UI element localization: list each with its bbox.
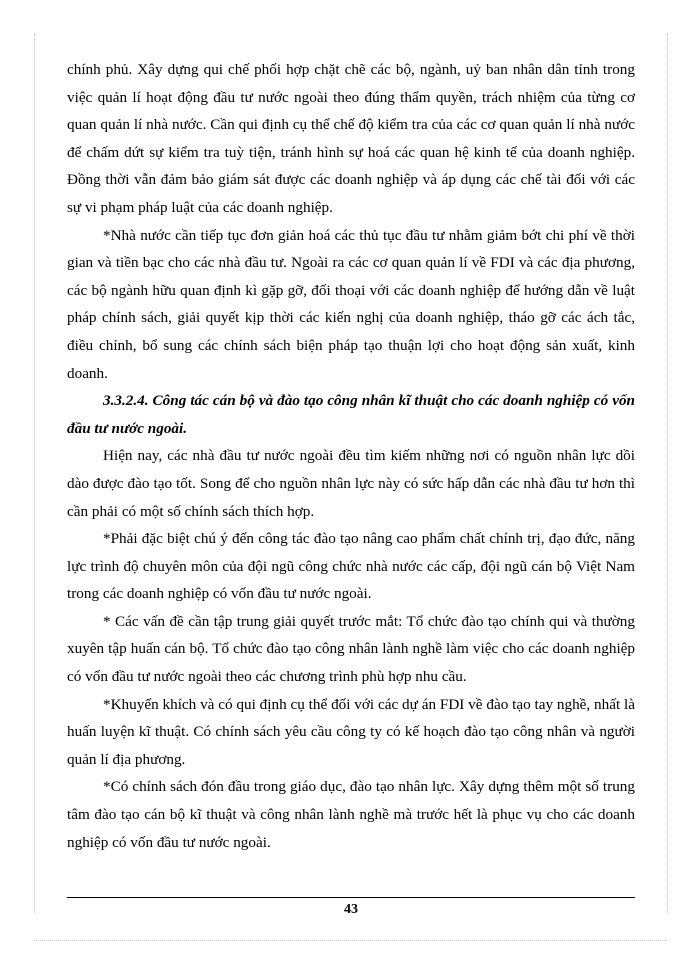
page-number: 43 bbox=[344, 902, 358, 917]
paragraph-training-civil-servants: *Phải đặc biệt chú ý đến công tác đào tạo nâng cao phẩm chất chính trị, đạo đức, năng lực trình độ chuyên môn của đội ngũ công chức nhà nước các cấp, đội ngũ cán bộ Việt Nam trong các doanh nghiệp có vốn đầu tư nước ngoài. bbox=[67, 530, 635, 603]
paragraph-continuation: chính phủ. Xây dựng qui chế phối hợp chặt chẽ các bộ, ngành, uỷ ban nhân dân tỉnh trong việc quản lí hoạt động đầu tư nước ngoài theo đúng thẩm quyền, trách nhiệm của từng cơ quan quản lí nhà nước. Cần qui định cụ thể chế độ kiểm tra của các cơ quan quản lí nhà nước để chấm dứt sự kiểm tra tuỳ tiện, tránh hình sự hoá các quan hệ kinh tế của doanh nghiệp. Đồng thời vẫn đảm bảo giám sát được các doanh nghiệp và áp dụng các chế tài đối với các sự vi phạm pháp luật của các doanh nghiệp. bbox=[67, 61, 635, 216]
document-body bbox=[67, 56, 635, 856]
page-border-bottom bbox=[34, 940, 667, 941]
paragraph-simplify-procedures: *Nhà nước cần tiếp tục đơn giản hoá các thủ tục đầu tư nhằm giảm bớt chi phí về thời gian và tiền bạc cho các nhà đầu tư. Ngoài ra các cơ quan quản lí về FDI và các địa phương, các bộ ngành hữu quan định kì gặp gỡ, đối thoại với các doanh nghiệp để hướng dẫn về luật pháp chính sách, giải quyết kịp thời các kiến nghị của doanh nghiệp, tháo gỡ các ách tắc, điều chỉnh, bổ sung các chính sách biện pháp tạo thuận lợi cho hoạt động sản xuất, kinh doanh. bbox=[67, 226, 635, 382]
paragraph-fdi-training: *Khuyến khích và có qui định cụ thể đối với các dự án FDI về đào tạo tay nghề, nhất là huấn luyện kĩ thuật. Có chính sách yêu cầu công ty có kế hoạch đào tạo công nhân và người quản lí địa phương. bbox=[67, 695, 635, 768]
paragraph-immediate-issues: * Các vấn đề cần tập trung giải quyết trước mắt: Tổ chức đào tạo chính qui và thường xuyên tập huấn cán bộ. Tổ chức đào tạo công nhân lành nghề làm việc cho các doanh nghiệp có vốn đầu tư nước ngoài theo các chương trình phù hợp nhu cầu. bbox=[67, 612, 635, 686]
paragraph-education-policy: *Có chính sách đón đầu trong giáo dục, đào tạo nhân lực. Xây dựng thêm một số trung tâm đào tạo cán bộ kĩ thuật và công nhân lành nghề mà trước hết là phục vụ cho các doanh nghiệp có vốn đầu tư nước ngoài. bbox=[67, 778, 635, 851]
paragraph-human-resources: Hiện nay, các nhà đầu tư nước ngoài đều tìm kiếm những nơi có nguồn nhân lực dồi dào được đào tạo tốt. Song để cho nguồn nhân lực này có sức hấp dẫn các nhà đầu tư hơn thì cần phải có một số chính sách thích hợp. bbox=[67, 447, 635, 520]
page-border-right bbox=[667, 34, 668, 914]
footer-divider bbox=[67, 897, 635, 898]
section-heading: 3.3.2.4. Công tác cán bộ và đào tạo công nhân kĩ thuật cho các doanh nghiệp có vốn đầu tư nước ngoài. bbox=[67, 392, 635, 437]
page-border-left bbox=[34, 34, 35, 914]
